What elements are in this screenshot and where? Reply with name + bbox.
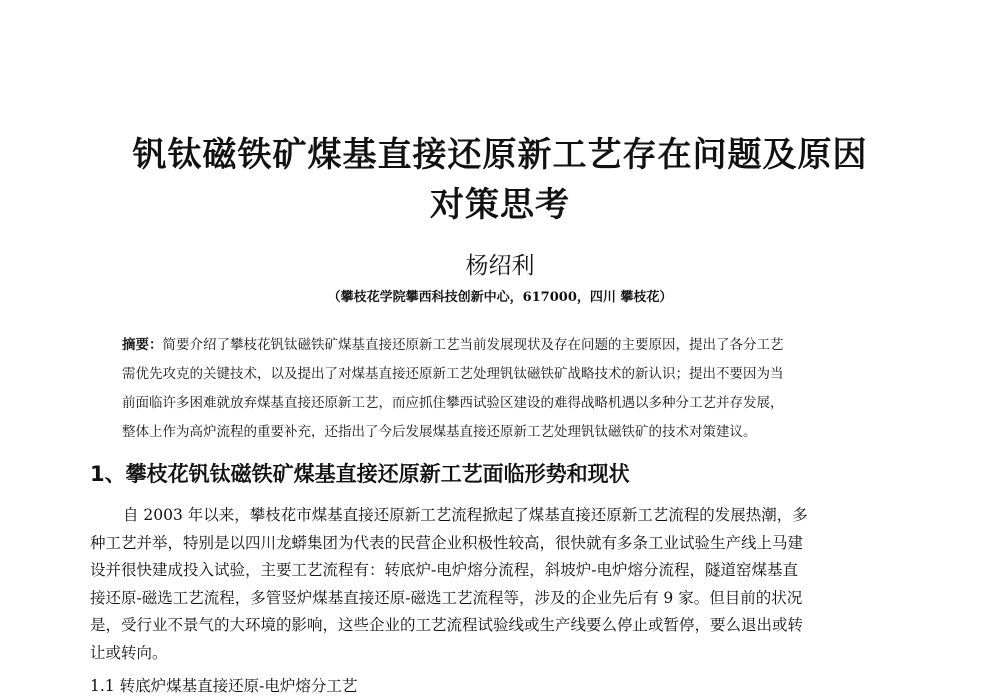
section-1-1-heading: 1.1 转底炉煤基直接还原-电炉熔分工艺 — [90, 677, 358, 695]
paragraph-line: 自 2003 年以来，攀枝花市煤基直接还原新工艺流程掀起了煤基直接还原新工艺流程的发展热潮，多 — [123, 506, 808, 524]
abstract-line: 整体上作为高炉流程的重要补充，还指出了今后发展煤基直接还原新工艺处理钒钛磁铁矿的技术对策建议。 — [122, 424, 757, 440]
paragraph-line: 设并很快建成投入试验，主要工艺流程有：转底炉-电炉熔分流程，斜坡炉-电炉熔分流程，隧道窑煤基直 — [90, 561, 798, 579]
paragraph-line: 接还原-磁选工艺流程，多管竖炉煤基直接还原-磁选工艺流程等，涉及的企业先后有 9 家。但目前的状况 — [90, 588, 803, 607]
abstract-text: 简要介绍了攀枝花钒钛磁铁矿煤基直接还原新工艺当前发展现状及存在问题的主要原因，提出了各分工艺 — [162, 337, 784, 353]
abstract-label: 摘要： — [122, 337, 163, 353]
paper-title-line-2: 对策思考 — [430, 185, 570, 225]
abstract-line — [122, 331, 882, 360]
paragraph-line: 让或转向。 — [90, 643, 168, 662]
paragraph-line: 种工艺并举，特别是以四川龙蟒集团为代表的民营企业积极性较高，很快就有多条工业试验生产线上马建 — [90, 533, 804, 552]
author-name: 杨绍利 — [465, 253, 535, 279]
abstract-line: 需优先攻克的关键技术，以及提出了对煤基直接还原新工艺处理钒钛磁铁矿战略技术的新认识；提出不要因为当 — [122, 366, 784, 382]
section-1-heading: 1、攀枝花钒钛磁铁矿煤基直接还原新工艺面临形势和现状 — [90, 462, 630, 486]
paper-title-line-1: 钒钛磁铁矿煤基直接还原新工艺存在问题及原因 — [132, 135, 868, 175]
section-1-paragraph — [90, 502, 912, 667]
author-affiliation: （攀枝花学院攀西科技创新中心，617000，四川 攀枝花） — [327, 290, 673, 305]
paragraph-line: 是，受行业不景气的大环境的影响，这些企业的工艺流程试验线或生产线要么停止或暂停，要么退出或转 — [90, 616, 804, 634]
abstract-line: 前面临许多困难就放弃煤基直接还原新工艺，而应抓住攀西试验区建设的难得战略机遇以多种分工艺并存发展， — [122, 395, 784, 411]
abstract — [122, 331, 882, 447]
